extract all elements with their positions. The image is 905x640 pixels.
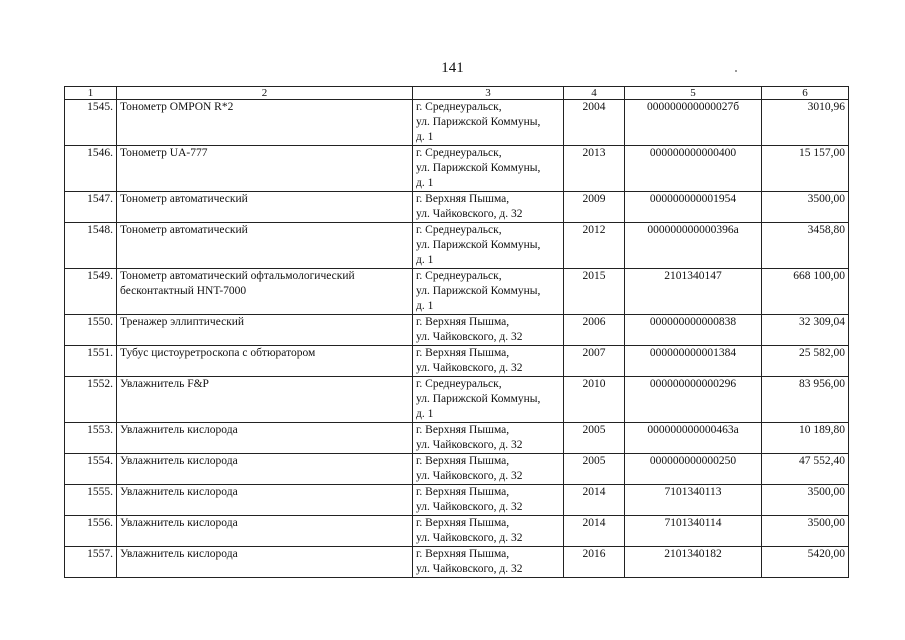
item-cost: 83 956,00 — [762, 377, 849, 423]
header-row — [65, 87, 849, 100]
item-cost: 3458,80 — [762, 223, 849, 269]
table-row — [65, 100, 849, 146]
address-line: ул. Чайковского, д. 32 — [416, 331, 523, 343]
address-line: г. Среднеуральск, — [416, 378, 502, 390]
item-year: 2013 — [564, 146, 625, 192]
address-line: г. Среднеуральск, — [416, 270, 502, 282]
address-line: ул. Парижской Коммуны, — [416, 393, 541, 405]
address-line: г. Верхняя Пышма, — [416, 316, 510, 328]
item-name: Увлажнитель кислорода — [117, 423, 413, 454]
item-cost: 3500,00 — [762, 516, 849, 547]
item-name: Тонометр UA-777 — [117, 146, 413, 192]
item-year: 2012 — [564, 223, 625, 269]
address-line: г. Верхняя Пышма, — [416, 424, 510, 436]
address-line: д. 1 — [416, 177, 434, 189]
item-name: Тубус цистоуретроскопа с обтюратором — [117, 346, 413, 377]
item-year: 2015 — [564, 269, 625, 315]
item-year: 2005 — [564, 423, 625, 454]
address-line: ул. Чайковского, д. 32 — [416, 470, 523, 482]
inventory-code: 000000000001954 — [625, 192, 762, 223]
column-header-1: 1 — [65, 87, 117, 100]
item-address — [413, 346, 564, 377]
item-name: Тонометр автоматический — [117, 192, 413, 223]
address-line: ул. Чайковского, д. 32 — [416, 563, 523, 575]
row-number: 1547. — [65, 192, 117, 223]
row-number: 1548. — [65, 223, 117, 269]
row-number: 1554. — [65, 454, 117, 485]
item-name: Тонометр автоматический — [117, 223, 413, 269]
inventory-code: 7101340114 — [625, 516, 762, 547]
item-address — [413, 146, 564, 192]
row-number: 1545. — [65, 100, 117, 146]
column-header-5: 5 — [625, 87, 762, 100]
inventory-table — [64, 86, 849, 578]
item-cost: 15 157,00 — [762, 146, 849, 192]
row-number: 1549. — [65, 269, 117, 315]
item-year: 2004 — [564, 100, 625, 146]
inventory-code: 000000000001384 — [625, 346, 762, 377]
inventory-code: 000000000000463а — [625, 423, 762, 454]
column-header-6: 6 — [762, 87, 849, 100]
table-header — [65, 87, 849, 100]
table-row — [65, 547, 849, 578]
column-header-2: 2 — [117, 87, 413, 100]
item-name: Увлажнитель кислорода — [117, 547, 413, 578]
item-name: Увлажнитель кислорода — [117, 454, 413, 485]
address-line: ул. Чайковского, д. 32 — [416, 208, 523, 220]
item-year: 2007 — [564, 346, 625, 377]
address-line: г. Среднеуральск, — [416, 147, 502, 159]
address-line: ул. Парижской Коммуны, — [416, 162, 541, 174]
item-address — [413, 223, 564, 269]
address-line: ул. Чайковского, д. 32 — [416, 362, 523, 374]
table-row — [65, 346, 849, 377]
table-row — [65, 269, 849, 315]
column-header-4: 4 — [564, 87, 625, 100]
inventory-code: 000000000000400 — [625, 146, 762, 192]
row-number: 1546. — [65, 146, 117, 192]
address-line: г. Среднеуральск, — [416, 101, 502, 113]
table-row — [65, 423, 849, 454]
table-row — [65, 516, 849, 547]
address-line: д. 1 — [416, 254, 434, 266]
item-name: Увлажнитель кислорода — [117, 485, 413, 516]
item-cost: 3010,96 — [762, 100, 849, 146]
item-cost: 47 552,40 — [762, 454, 849, 485]
item-address — [413, 100, 564, 146]
row-number: 1552. — [65, 377, 117, 423]
table-row — [65, 192, 849, 223]
inventory-code: 2101340147 — [625, 269, 762, 315]
address-line: д. 1 — [416, 408, 434, 420]
table-body — [65, 100, 849, 578]
item-year: 2014 — [564, 516, 625, 547]
item-name: Тонометр автоматический офтальмологический бесконтактный HNT-7000 — [117, 269, 413, 315]
scan-dot — [735, 70, 737, 72]
address-line: г. Верхняя Пышма, — [416, 486, 510, 498]
table-row — [65, 377, 849, 423]
address-line: г. Верхняя Пышма, — [416, 517, 510, 529]
column-header-3: 3 — [413, 87, 564, 100]
address-line: ул. Чайковского, д. 32 — [416, 501, 523, 513]
item-year: 2016 — [564, 547, 625, 578]
page-number: 141 — [441, 60, 464, 76]
address-line: г. Верхняя Пышма, — [416, 548, 510, 560]
item-cost: 668 100,00 — [762, 269, 849, 315]
item-cost: 10 189,80 — [762, 423, 849, 454]
row-number: 1553. — [65, 423, 117, 454]
address-line: ул. Парижской Коммуны, — [416, 239, 541, 251]
item-address — [413, 547, 564, 578]
address-line: ул. Парижской Коммуны, — [416, 116, 541, 128]
inventory-code: 000000000000027б — [625, 100, 762, 146]
item-address — [413, 454, 564, 485]
address-line: г. Верхняя Пышма, — [416, 347, 510, 359]
item-cost: 5420,00 — [762, 547, 849, 578]
inventory-code: 000000000000296 — [625, 377, 762, 423]
table-row — [65, 223, 849, 269]
item-year: 2010 — [564, 377, 625, 423]
table-row — [65, 485, 849, 516]
item-year: 2005 — [564, 454, 625, 485]
item-cost: 3500,00 — [762, 485, 849, 516]
table-row — [65, 315, 849, 346]
inventory-code: 7101340113 — [625, 485, 762, 516]
item-address — [413, 315, 564, 346]
item-name: Увлажнитель кислорода — [117, 516, 413, 547]
address-line: г. Среднеуральск, — [416, 224, 502, 236]
item-cost: 32 309,04 — [762, 315, 849, 346]
address-line: г. Верхняя Пышма, — [416, 455, 510, 467]
item-address — [413, 485, 564, 516]
item-address — [413, 377, 564, 423]
item-address — [413, 423, 564, 454]
row-number: 1551. — [65, 346, 117, 377]
item-address — [413, 192, 564, 223]
item-year: 2006 — [564, 315, 625, 346]
inventory-code: 000000000000838 — [625, 315, 762, 346]
table-row — [65, 146, 849, 192]
row-number: 1557. — [65, 547, 117, 578]
item-name: Тренажер эллиптический — [117, 315, 413, 346]
row-number: 1556. — [65, 516, 117, 547]
item-name: Тонометр OMPON R*2 — [117, 100, 413, 146]
item-year: 2009 — [564, 192, 625, 223]
item-year: 2014 — [564, 485, 625, 516]
address-line: ул. Чайковского, д. 32 — [416, 439, 523, 451]
item-name: Увлажнитель F&P — [117, 377, 413, 423]
item-address — [413, 516, 564, 547]
row-number: 1550. — [65, 315, 117, 346]
item-cost: 25 582,00 — [762, 346, 849, 377]
item-cost: 3500,00 — [762, 192, 849, 223]
row-number: 1555. — [65, 485, 117, 516]
address-line: ул. Парижской Коммуны, — [416, 285, 541, 297]
address-line: ул. Чайковского, д. 32 — [416, 532, 523, 544]
address-line: д. 1 — [416, 300, 434, 312]
address-line: г. Верхняя Пышма, — [416, 193, 510, 205]
item-address — [413, 269, 564, 315]
inventory-code: 2101340182 — [625, 547, 762, 578]
address-line: д. 1 — [416, 131, 434, 143]
table-row — [65, 454, 849, 485]
inventory-code: 000000000000396а — [625, 223, 762, 269]
inventory-code: 000000000000250 — [625, 454, 762, 485]
